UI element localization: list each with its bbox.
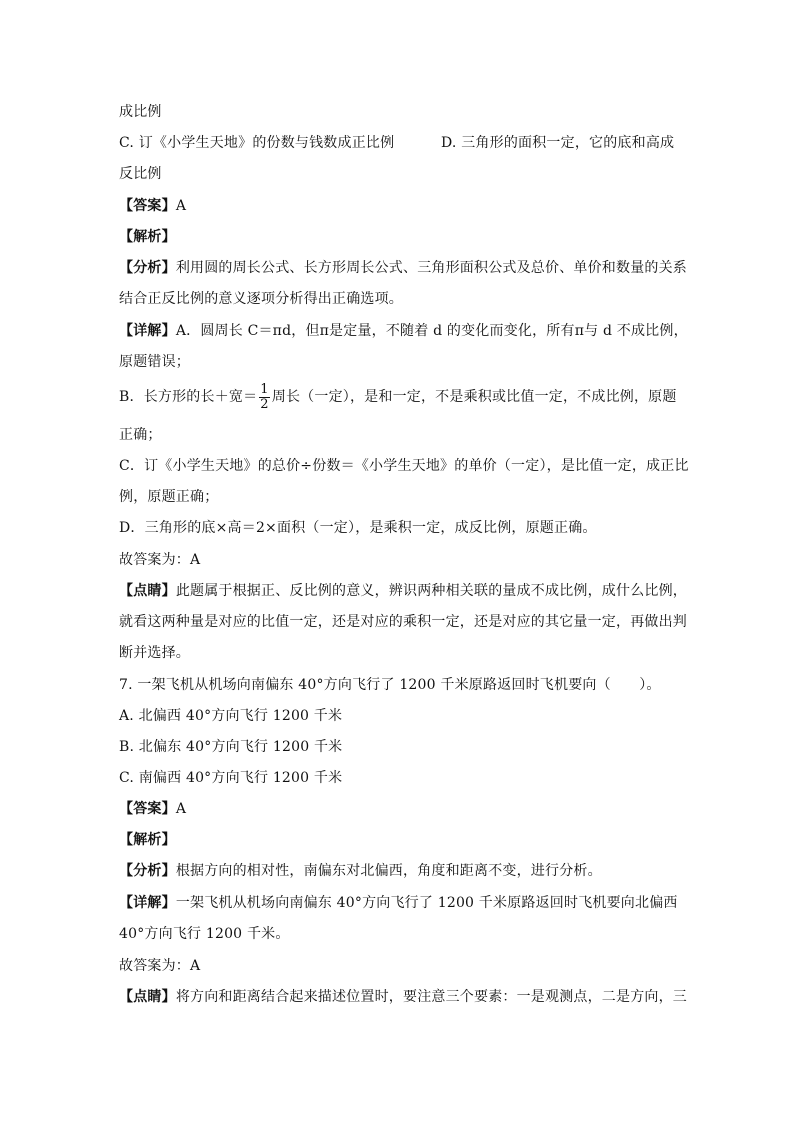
text-line [119, 643, 190, 663]
option-text: C. 南偏西 40°方向飞行 1200 千米 [119, 770, 343, 786]
line-text: 周长（一定），是和一定，不是乘积或比值一定，不成比例，原题 [271, 389, 677, 405]
options-row [119, 133, 679, 153]
text-line [119, 164, 162, 184]
option-d: D. 三角形的面积一定，它的底和高成 [441, 135, 675, 151]
line-text: 一架飞机从机场向南偏东 40°方向飞行了 1200 千米原路返回时飞机要向北偏西 [175, 895, 678, 911]
line-text: 利用圆的周长公式、长方形周长公式、三角形面积公式及总价、单价和数量的关系 [175, 260, 688, 276]
question-text: 7. 一架飞机从机场向南偏东 40°方向飞行了 1200 千米原路返回时飞机要向（ ）。 [119, 677, 661, 693]
line-text: 故答案为：A [119, 552, 201, 568]
line-text: 原题错误； [119, 354, 190, 370]
analysis-tag: 【解析】 [119, 229, 176, 245]
line-text: 正确； [119, 427, 162, 443]
line-text: 根据方向的相对性，南偏东对北偏西，角度和距离不变，进行分析。 [175, 863, 602, 879]
line-text: A．圆周长 C＝πd，但π是定量，不随着 d 的变化而变化，所有π与 d 不成比例， [175, 323, 688, 339]
line-text: 将方向和距离结合起来描述位置时，要注意三个要素：一是观测点，二是方向，三 [175, 989, 688, 1005]
analysis-tag: 【解析】 [119, 832, 176, 848]
answer-line [119, 196, 186, 216]
line-text: 例，原题正确； [119, 489, 219, 505]
text-line [119, 352, 190, 372]
line-text: 成比例 [119, 104, 162, 120]
line-text: 故答案为：A [119, 958, 201, 974]
line-text: 结合正反比例的意义逐项分析得出正确选项。 [119, 291, 403, 307]
xiangjie-tag: 【详解】 [119, 895, 176, 911]
xiangjie-line [119, 321, 688, 341]
line-text: 就看这两种量是对应的比值一定，还是对应的乘积一定，还是对应的其它量一定，再做出判 [119, 614, 687, 630]
option-b [119, 737, 342, 757]
answer-line [119, 799, 186, 819]
fraction-line [119, 380, 677, 414]
fraction-numerator: 1 [260, 381, 269, 397]
option-text: B. 北偏东 40°方向飞行 1200 千米 [119, 739, 343, 755]
answer-value: A [175, 801, 187, 817]
line-text: 反比例 [119, 166, 162, 182]
line-text: 此题属于根据正、反比例的意义，辨识两种相关联的量成不成比例，成什么比例， [175, 583, 688, 599]
option-c [119, 768, 342, 788]
text-line [119, 518, 597, 538]
text-line [119, 456, 689, 476]
fraction-denominator: 2 [260, 396, 269, 412]
dianjing-line [119, 987, 687, 1007]
dianjing-tag: 【点睛】 [119, 989, 176, 1005]
option-c: C. 订《小学生天地》的份数与钱数成正比例 [119, 135, 395, 151]
line-text: 40°方向飞行 1200 千米。 [119, 926, 290, 942]
fraction [259, 383, 269, 412]
analysis-heading [119, 830, 176, 850]
text-line [119, 612, 687, 632]
line-text: C．订《小学生天地》的总价÷份数＝《小学生天地》的单价（一定），是比值一定，成正比 [119, 458, 689, 474]
fenxi-tag: 【分析】 [119, 260, 176, 276]
answer-tag: 【答案】 [119, 198, 176, 214]
option-text: A. 北偏西 40°方向飞行 1200 千米 [119, 708, 343, 724]
fenxi-line [119, 861, 602, 881]
line-text: 断并选择。 [119, 645, 190, 661]
line-text: D．三角形的底×高＝2×面积（一定），是乘积一定，成反比例，原题正确。 [119, 520, 597, 536]
xiangjie-line [119, 893, 678, 913]
dianjing-tag: 【点睛】 [119, 583, 176, 599]
text-line [119, 924, 290, 944]
dianjing-line [119, 581, 687, 601]
text-line [119, 102, 162, 122]
fenxi-tag: 【分析】 [119, 863, 176, 879]
option-a [119, 706, 342, 726]
text-line [119, 487, 218, 507]
text-line [119, 289, 403, 309]
analysis-heading [119, 227, 176, 247]
text-line [119, 425, 162, 445]
line-text: B．长方形的长＋宽＝ [119, 389, 258, 405]
fenxi-line [119, 258, 687, 278]
answer-value: A [175, 198, 187, 214]
xiangjie-tag: 【详解】 [119, 323, 176, 339]
answer-summary [119, 550, 200, 570]
question-7 [119, 675, 661, 695]
answer-tag: 【答案】 [119, 801, 176, 817]
answer-summary [119, 956, 200, 976]
